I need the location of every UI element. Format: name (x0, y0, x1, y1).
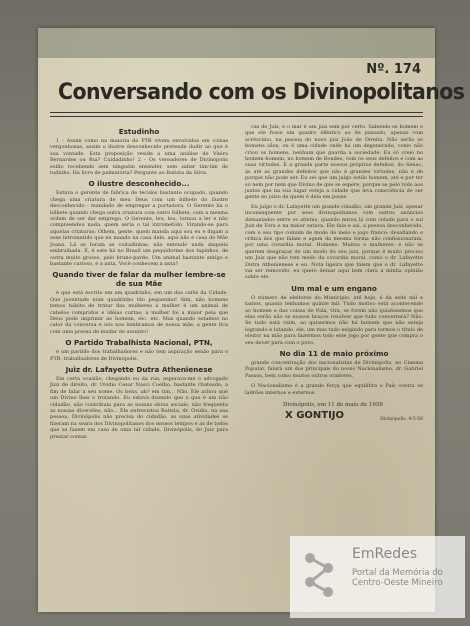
emredes-logo-icon (296, 546, 344, 604)
section-text: O número de eleitores do Município, até hoje, é da sede mil e tantos, quanto tenhamos quinze mil. Tudo motivo está acontecendo ao homem e das coisas de Pala, Ora, se forem não quiséssemos que eles serão não os nossos braços resolver que tudo converterá? Não. Se tudo está ruim, ao quisermos não há homem que não esteja logrando e lutando, ele, um mas tudo exigindo para termos o título de eleitor na mão para fazermos todo este jogo por gente que compra o seu dever para com o povo. (245, 294, 423, 346)
closing-slogan: O Nacionalismo é a grande força que equilibra o País contra os ladrões internos e externos. (245, 383, 423, 396)
section-heading: O ilustre desconhecido... (88, 179, 190, 189)
top-stain (38, 28, 435, 58)
section-text: é um partido dos trabalhadores e não tem aspiração senão para o PTB, trabalhadores de Divinópolis. (50, 349, 228, 362)
section-text: Estava o gerente de fabrica de tecidos bastante ocupado, quando chega uma criatura de meu Deus com um bilhete do ilustre desconhecido - mandado de empregar a portadora. O Gerente lia o bilhete quando chega outra criatura com outro bilhete, com a mesma ordem de ser dar emprego. O Gerente, leu, leu, tornou a ler e não compreendeu nada, quem seria o tal intrometido. Virando-se para aquelas criaturas: Olhem, gente, quem manda aqui sou eu e digam a esse intrometido que eu mando na casa dele, aqui não é casa de Mãe Joana. Lá se foram as coitadinhas, não entendo nada daquela embrulhada. É, é este há no Brasil um pequidorme dos tapinhos, de outra muito grosso, pelo bruno-pardo. Um animal bastante antigo e bastante curioso, é a anta. Você conhecem a anta? (50, 190, 228, 267)
section-heading: O Partido Trabalhista Nacional, PTN, (65, 338, 213, 348)
section-text: cas de Juiz, e o mar é um juiz sem por certo. Sabendo-se homem e que ele fosse um quadro idêntico ao de passado, apenas com acréscimo, na pessoa do novo juiz João de Direita. Não serão só homens sãos, ou é uma cidade onde há um degenerado, como não criou os homens, nenhum que guarda a sociedade. Eu só creio no homem-homem, no homem de Bondes, com os seus defeitos e com as suas virtudes. E a grande parte nossos próprios defeitos, do Senac, às até as grandes defeitos que não é grandes virtudes, não é de porque não pode ser. Eu sei que um julgo estilo homem, até e por ter só nem por nem que Divino de que se espere, porque se pelo todo aos justos que na sua lugar esteja a cidade que leva consciência de ser gente no juízo de quem é dela em posse. (245, 124, 423, 201)
section-heading: Estudinho (118, 127, 160, 136)
left-column (50, 124, 228, 440)
issue-number: Nº. 174 (366, 62, 421, 77)
signature-date: Divinópolis, 4-5-58 (380, 416, 423, 422)
signature: X GONTIJO (285, 410, 345, 422)
section-heading: No dia 11 de maio próximo (279, 349, 389, 358)
section-text: Eu julgo o dr. Lafayette um grande cidadão, um grande Juiz, apesar inconsequente por seus divinopolitanos com outros anúncios demasiados entre os atletas, quando mirou lá com cidade para o sul Juiz de Fora e na maior estava. Ele fala e sai, a pessoa desconhecido, com o seu tipo comum de modo do meio e jogo franco: desafiando e crítica dos que falam e agem da mesma forma não confissionaram, por uma covardia moral. Homens: Muitos e mulheres: e não se querem desgraçar de um modo do seu juiz, porque é muito preciso um Juiz que não tem medo da covardia moral, como o dr. Lafayette Dutra Athenienese e eu. Nota ligeira que falem que o dr. Lafayette vai ser removido, eu quero deixar aqui bem clara a minha opinião sobre ele. (245, 203, 423, 281)
document-title: Conversando com os Divinopolitanos (58, 80, 465, 105)
section-text: é que está escrito em um quadrinho, em um dos cafés da Cidade. Que juventude num quadrinho tão pequenino! Sim, não homens temos hábito de tratar das mulheres a mulher é um animal de cabelos compridos e idéias curtas; a mulher foi a maior peia que Deus pode imprimir ao homem, etc. etc. Mas quando estamos no calor da conversa e nós nos lembramos de nossa mãe, a gente fica com uma pressa de mudar de assunto! (50, 290, 228, 335)
section-heading: Quando tiver de falar da mulher lembre-se de sua Mãe (52, 270, 226, 289)
section-text: grande concentração dos nacionalistas de Divinópolis, no Cinema Popular, falará um dos principais do nosso Nacionalismo, dr. Gabriel Passos, bem como muitos outros oradores. (245, 360, 423, 379)
watermark-subtitle: Portal da Memória do Centro-Oeste Mineiro (352, 568, 443, 588)
section-heading: Um mal e um engano (291, 283, 377, 293)
title-rule-top (50, 112, 423, 113)
section-text: 1 - Assim como na maioria do PTB vivem envolvidos em coisas vergonhosas, assim o ilustre desconhecido pretende iludir ao que é sua vontade. Esta proposição reside a uma análise de Vieira Bernardes ou Rui? Cuidadinho! 2 - Os vereadores de Divinópolis estão recebendo sem ninguém entender, sem saber tim-tim de tudinho. Ha livro de palmatória? Pergunte ao Batista da Silva. (50, 138, 228, 177)
document-page (38, 28, 465, 612)
title-rule-bottom (50, 116, 423, 117)
watermark-logo (290, 536, 465, 618)
right-column (245, 124, 423, 423)
place-date: Divinópolis, em 11 de maio de 1958 (283, 402, 383, 409)
watermark-title: EmRedes (352, 546, 417, 562)
section-text: Em certa ocasião, chegando eu da rua, esperava-me o advogado Juiz de direito, dr. Ovidio Cesar Nasci Coelho, bastante chateado, a fim de falar a seu nome. Os bens, ah? em tim... Não. Ele achou que um Divino lhes o trotando. Eu estava dizendo que o que é um não cidadão, não contribuía para as nossas obras sociais, não frequenta as nossas diversões, não... Ele entrevistou Batista, dr. Ovidio, na sua pessoa, Divinópolis não precisa do cidadão, as suas atividades se fizeram na seara dos Divinopolitanos dos nossos tempos e as de todos que se fazem em casa de uma tal cidade, Divinópolis, do Juiz para prestar contas (50, 375, 228, 440)
section-heading: Juiz dr. Lafayette Dutra Athenienese (65, 364, 213, 374)
